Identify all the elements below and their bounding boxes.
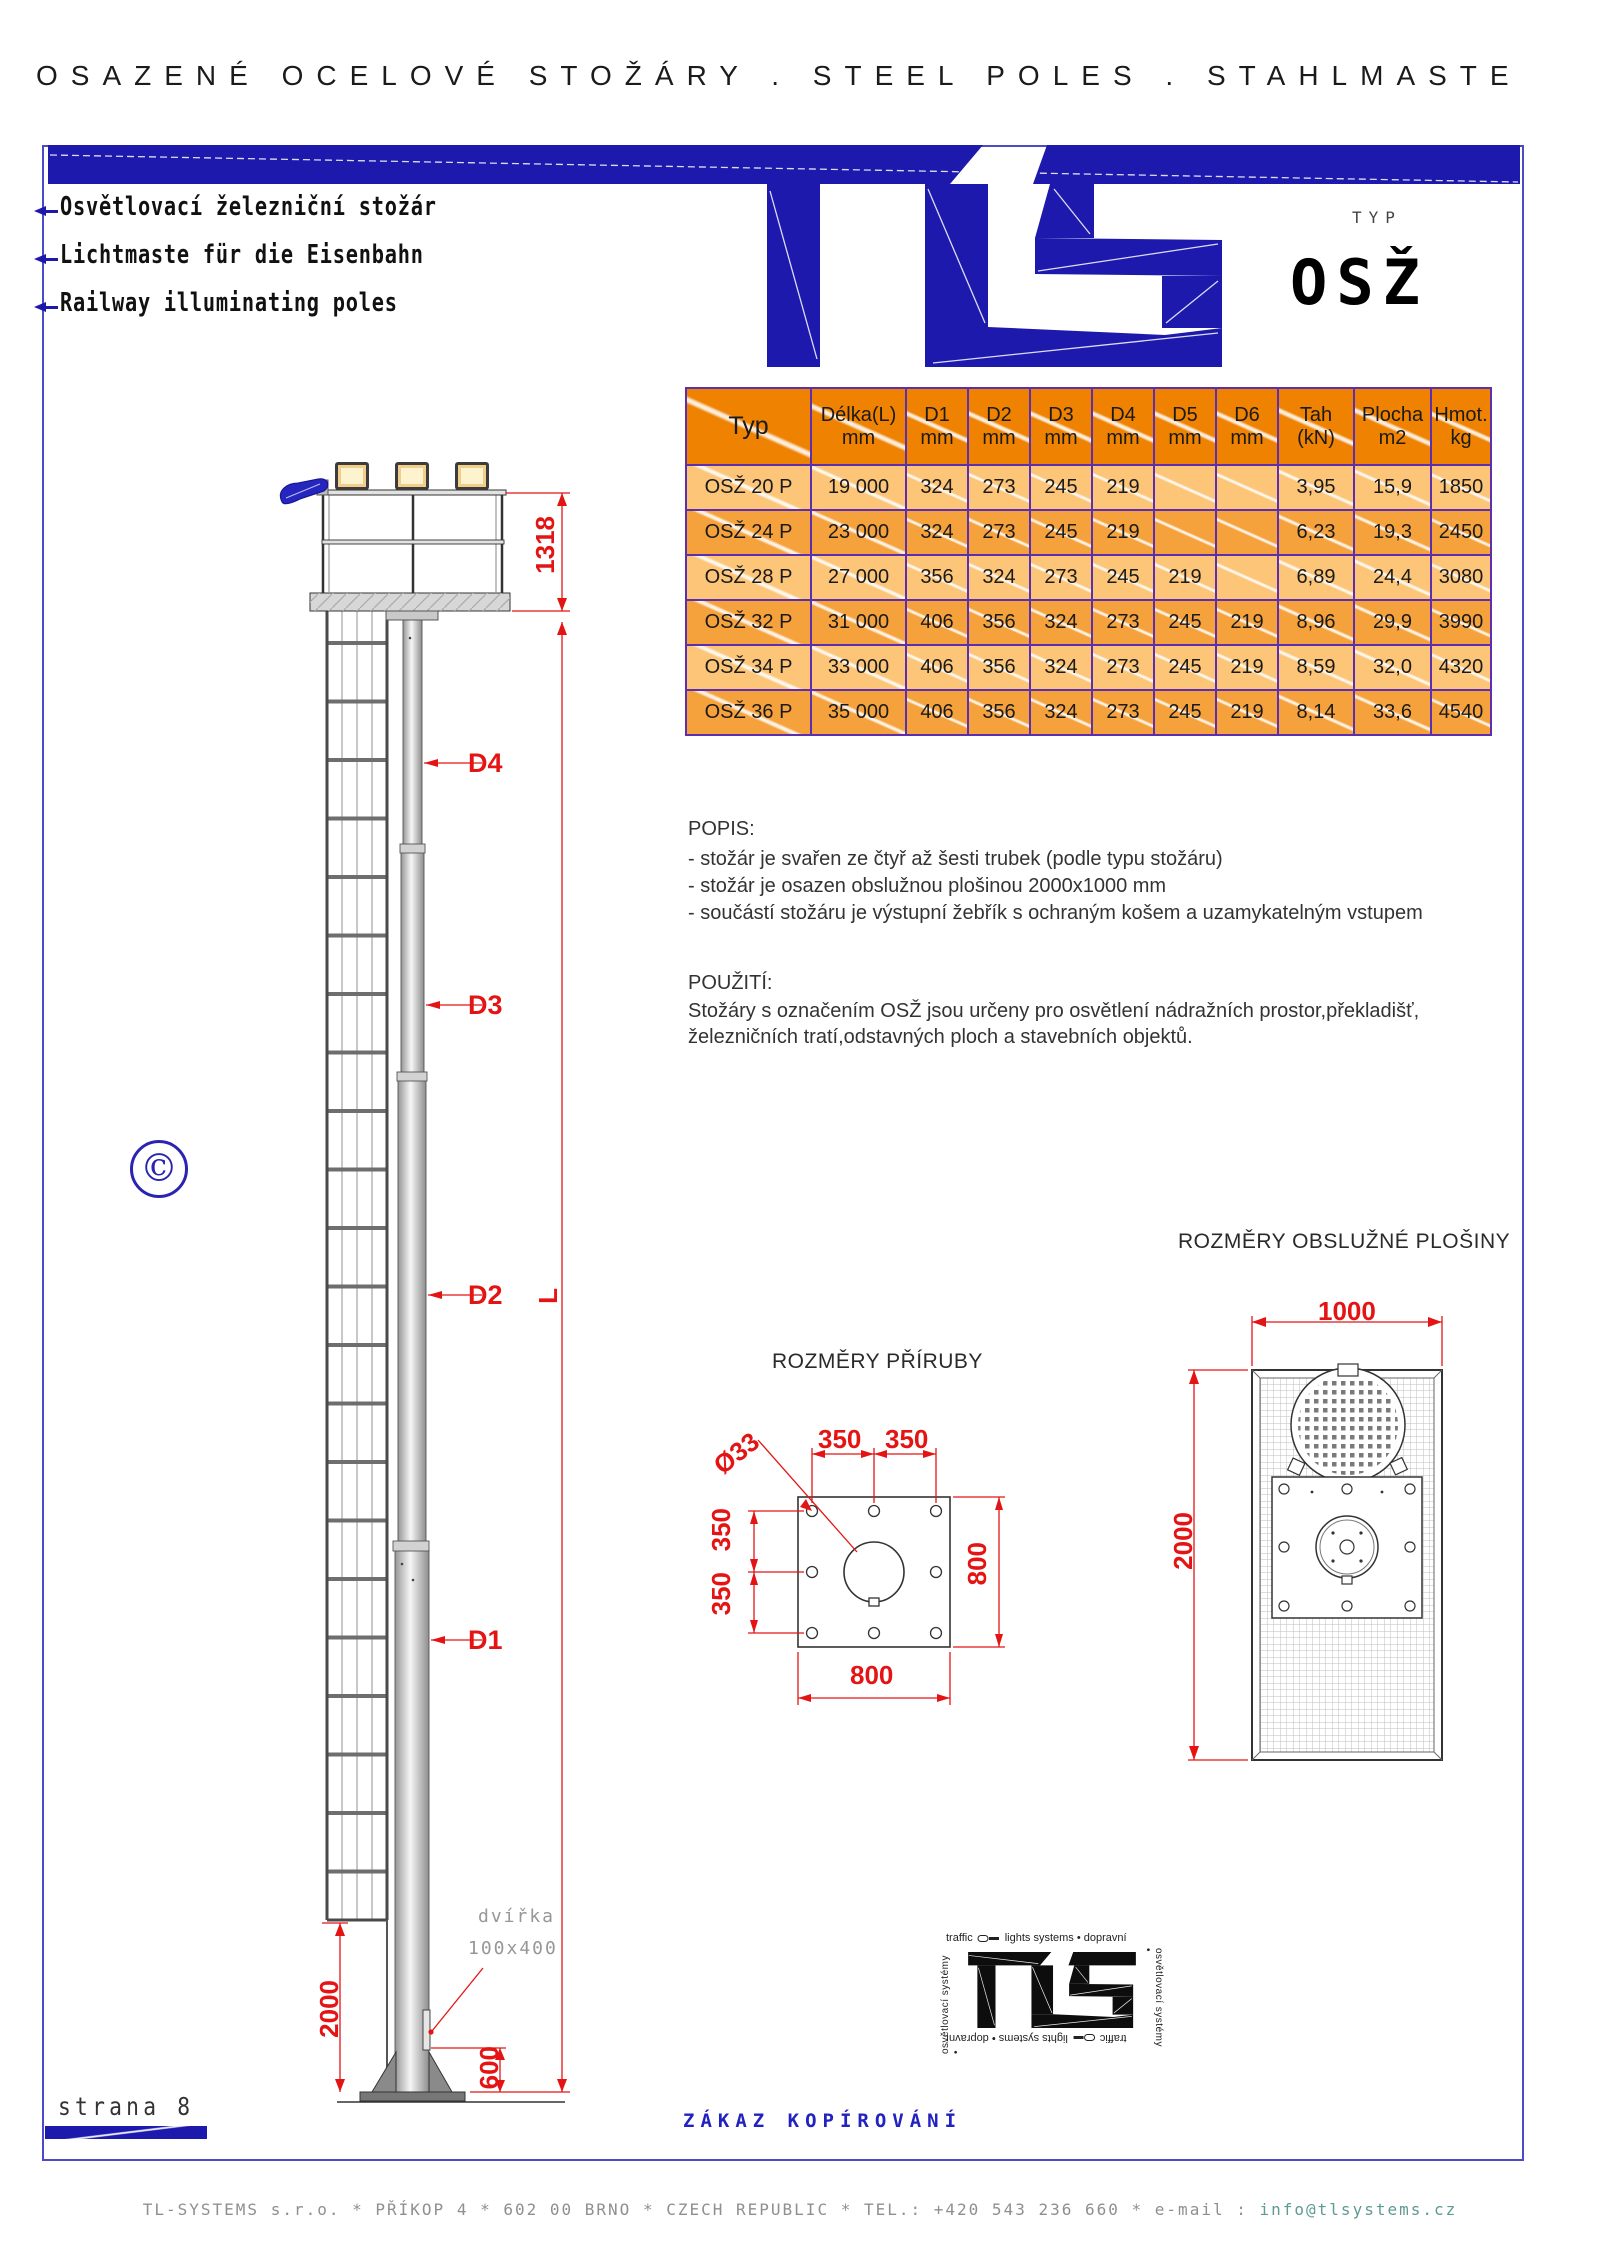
table-row <box>686 555 1491 600</box>
table-cell: 3080 <box>1431 555 1491 600</box>
column-header: Délka(L) mm <box>811 388 906 465</box>
table-cell: 324 <box>968 555 1030 600</box>
dim-ladder-bottom: 2000 <box>314 1980 344 2038</box>
diameter-label-d4: D4 <box>468 748 503 778</box>
column-header: Typ <box>686 388 811 465</box>
table-cell: 273 <box>968 465 1030 510</box>
table-cell: 356 <box>968 690 1030 735</box>
table-cell: 324 <box>1030 690 1092 735</box>
table-cell: 8,96 <box>1278 600 1354 645</box>
row-type-cell: OSŽ 28 P <box>686 555 811 600</box>
title-german: Lichtmaste für die Eisenbahn <box>60 240 424 270</box>
table-cell: 245 <box>1154 600 1216 645</box>
flange-dim-350: 350 <box>706 1508 736 1552</box>
table-cell: 273 <box>968 510 1030 555</box>
table-cell: 4540 <box>1431 690 1491 735</box>
table-cell <box>1216 555 1278 600</box>
mini-lamp-icon <box>977 1934 1001 1943</box>
mini-lamp-icon <box>1072 2034 1096 2043</box>
base-flange <box>337 2052 565 2102</box>
table-cell: 35 000 <box>811 690 906 735</box>
diameter-label-d2: D2 <box>468 1280 503 1310</box>
table-cell: 245 <box>1030 465 1092 510</box>
footer-email: info@tlsystems.cz <box>1259 2200 1458 2219</box>
table-cell: 8,14 <box>1278 690 1354 735</box>
table-cell: 32,0 <box>1354 645 1431 690</box>
flange-dim-350: 350 <box>706 1572 736 1616</box>
row-type-cell: OSŽ 20 P <box>686 465 811 510</box>
dim-total-length: L <box>533 1288 563 1304</box>
tagline-word: traffic <box>1099 2032 1127 2044</box>
dim-platform-height: 1318 <box>530 516 560 574</box>
door-size-label: 100x400 <box>468 1938 558 1959</box>
column-header: D1 mm <box>906 388 968 465</box>
tls-logo-small <box>938 1932 1166 2054</box>
flange-title: ROZMĚRY PŘÍRUBY <box>772 1350 983 1373</box>
title-czech: Osvětlovací železniční stožár <box>60 192 437 222</box>
tls-letters-black <box>968 1952 1136 2028</box>
table-cell: 4320 <box>1431 645 1491 690</box>
table-row <box>686 690 1491 735</box>
pouziti-title: POUŽITÍ: <box>688 972 773 994</box>
table-cell: 245 <box>1092 555 1154 600</box>
table-cell: 6,23 <box>1278 510 1354 555</box>
diameter-label-d1: D1 <box>468 1625 503 1655</box>
column-header: Plocha m2 <box>1354 388 1431 465</box>
platform-head <box>310 490 510 620</box>
table-cell: 23 000 <box>811 510 906 555</box>
table-cell: 219 <box>1154 555 1216 600</box>
column-header: D4 mm <box>1092 388 1154 465</box>
table-cell: 356 <box>968 645 1030 690</box>
platform-dim-height: 2000 <box>1168 1512 1198 1570</box>
table-row <box>686 645 1491 690</box>
table-cell: 324 <box>1030 600 1092 645</box>
flange-dim-350: 350 <box>885 1424 929 1454</box>
table-cell: 245 <box>1154 645 1216 690</box>
copyright-icon: © <box>130 1140 188 1198</box>
popis-title: POPIS: <box>688 818 755 840</box>
popis-line: - součástí stožáru je výstupní žebřík s ochraným košem a uzamykatelným vstupem <box>688 902 1423 924</box>
title-tick-icon <box>34 302 58 312</box>
door-label: dvířka <box>478 1906 556 1927</box>
flange-dim-800: 800 <box>962 1542 992 1586</box>
table-cell: 31 000 <box>811 600 906 645</box>
table-cell: 273 <box>1092 690 1154 735</box>
pouziti-line: železničních tratí,odstavných ploch a stavebních objektů. <box>688 1026 1193 1048</box>
table-cell: 406 <box>906 645 968 690</box>
row-type-cell: OSŽ 32 P <box>686 600 811 645</box>
table-cell: 3,95 <box>1278 465 1354 510</box>
table-cell: 356 <box>968 600 1030 645</box>
logo-tagline-right: osvětlovací systémy • <box>1142 1948 1164 2047</box>
spec-table-head-row <box>686 388 1491 465</box>
pole-door <box>423 2010 430 2050</box>
table-cell: 273 <box>1092 645 1154 690</box>
table-cell: 245 <box>1154 690 1216 735</box>
popis-line: - stožár je svařen ze čtyř až šesti trubek (podle typu stožáru) <box>688 848 1223 870</box>
table-cell: 245 <box>1030 510 1092 555</box>
table-cell <box>1216 510 1278 555</box>
table-cell: 273 <box>1030 555 1092 600</box>
no-copy-notice: ZÁKAZ KOPÍROVÁNÍ <box>683 2110 963 2132</box>
flange-drawing <box>700 1340 1030 1715</box>
platform-flange-plate <box>1272 1477 1422 1618</box>
floodlight-icons <box>335 462 489 490</box>
spec-table-body <box>686 465 1491 735</box>
column-header: D2 mm <box>968 388 1030 465</box>
table-cell: 324 <box>906 465 968 510</box>
pole-drawing <box>150 440 620 2120</box>
tagline-word: lights systems • dopravní <box>1004 1932 1127 1944</box>
column-header: Hmot. kg <box>1431 388 1491 465</box>
logo-tagline-top <box>946 1932 1127 1944</box>
table-cell <box>1154 510 1216 555</box>
table-cell: 219 <box>1216 600 1278 645</box>
popis-line: - stožár je osazen obslužnou plošinou 2000x1000 mm <box>688 875 1167 897</box>
table-cell: 15,9 <box>1354 465 1431 510</box>
table-cell <box>1154 465 1216 510</box>
street-lamp-icon <box>280 479 328 504</box>
logo-tagline-left: osvětlovací systémy • <box>940 1955 962 2054</box>
diameter-label-d3: D3 <box>468 990 503 1020</box>
table-cell: 27 000 <box>811 555 906 600</box>
row-type-cell: OSŽ 36 P <box>686 690 811 735</box>
column-header: Tah (kN) <box>1278 388 1354 465</box>
title-tick-icon <box>34 206 58 216</box>
table-cell: 19 000 <box>811 465 906 510</box>
title-tick-icon <box>34 254 58 264</box>
platform-title: ROZMĚRY OBSLUŽNÉ PLOŠINY <box>1178 1230 1511 1253</box>
logo-tagline-bottom <box>946 2032 1127 2044</box>
row-type-cell: OSŽ 24 P <box>686 510 811 555</box>
table-row <box>686 510 1491 555</box>
table-cell: 219 <box>1092 510 1154 555</box>
row-type-cell: OSŽ 34 P <box>686 645 811 690</box>
pouziti-line: Stožáry s označením OSŽ jsou určeny pro osvětlení nádražních prostor,překladišť, <box>688 1000 1420 1022</box>
type-label: TYP <box>1352 208 1402 227</box>
column-header: D6 mm <box>1216 388 1278 465</box>
table-cell: 19,3 <box>1354 510 1431 555</box>
table-cell: 356 <box>906 555 968 600</box>
title-english: Railway illuminating poles <box>60 288 398 318</box>
table-row <box>686 600 1491 645</box>
table-cell: 3990 <box>1431 600 1491 645</box>
column-header: D3 mm <box>1030 388 1092 465</box>
table-cell: 324 <box>1030 645 1092 690</box>
page-number-bar <box>45 2126 207 2139</box>
table-cell: 29,9 <box>1354 600 1431 645</box>
table-row <box>686 465 1491 510</box>
page-running-header: OSAZENÉ OCELOVÉ STOŽÁRY . STEEL POLES . STAHLMASTE <box>36 60 1522 91</box>
dim-door-height: 600 <box>474 2046 504 2090</box>
table-cell: 6,89 <box>1278 555 1354 600</box>
table-cell: 33,6 <box>1354 690 1431 735</box>
spec-table <box>685 387 1492 736</box>
tagline-word: lights systems • dopravní <box>946 2032 1068 2044</box>
table-cell: 219 <box>1216 690 1278 735</box>
table-cell: 24,4 <box>1354 555 1431 600</box>
table-cell: 273 <box>1092 600 1154 645</box>
tagline-word: traffic <box>946 1932 973 1944</box>
table-cell: 219 <box>1216 645 1278 690</box>
table-cell: 2450 <box>1431 510 1491 555</box>
table-cell: 406 <box>906 690 968 735</box>
page-number: strana 8 <box>58 2092 195 2121</box>
type-value: OSŽ <box>1290 246 1429 319</box>
table-cell: 1850 <box>1431 465 1491 510</box>
ladder <box>327 611 387 2092</box>
flange-dim-800: 800 <box>850 1660 894 1690</box>
platform-dim-width: 1000 <box>1318 1296 1376 1326</box>
column-header: D5 mm <box>1154 388 1216 465</box>
table-cell: 219 <box>1092 465 1154 510</box>
platform-drawing <box>1150 1280 1520 1790</box>
flange-hole-dia: Ø33 <box>707 1426 765 1481</box>
table-cell <box>1216 465 1278 510</box>
pole-tubes <box>393 620 429 2092</box>
table-cell: 406 <box>906 600 968 645</box>
table-cell: 324 <box>906 510 968 555</box>
footer-text: TL-SYSTEMS s.r.o. * PŘÍKOP 4 * 602 00 BRNO * CZECH REPUBLIC * TEL.: +420 543 236 660 * e-mail : <box>142 2200 1248 2219</box>
table-cell: 33 000 <box>811 645 906 690</box>
table-cell: 8,59 <box>1278 645 1354 690</box>
page-footer <box>0 2200 1600 2219</box>
flange-dim-350: 350 <box>818 1424 862 1454</box>
